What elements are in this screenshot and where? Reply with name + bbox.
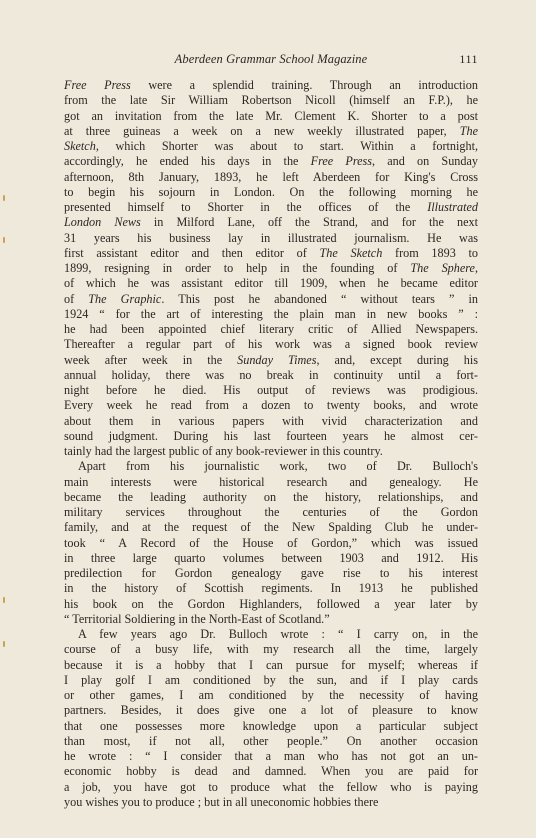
text-line [64,719,478,734]
italic-text: The Sphere [410,261,475,275]
text-run: economic hobby is dead and damned. When you are paid for [64,764,478,779]
text-run: you wishes you to produce ; but in all uneconomic hobbies there [64,794,379,809]
text-run: week after week in the [64,352,238,367]
text-line [64,93,478,108]
text-run: presented himself to Shorter in the offices of the [64,200,428,214]
italic-text: The [459,123,478,138]
text-run: because it is a hobby that I can pursue for myself; whereas if [64,657,478,672]
text-line [64,109,478,124]
text-line [64,734,478,749]
text-run: took “ A Record of the House of Gordon,” which was issued [64,535,478,550]
text-line [64,215,478,230]
italic-text: Free Press [310,154,373,169]
text-line [64,703,478,718]
text-line [64,658,478,673]
text-run: were a splendid training. Through an introduction [130,78,478,92]
text-run: that one possesses more knowledge upon a particular subject [64,718,478,733]
italic-text: London News [64,215,141,230]
text-run: , and, except during his [316,352,478,367]
text-run: partners. Besides, it does give one a lot of pleasure to know [64,703,478,718]
margin-mark [3,195,5,201]
text-run: than most, if not all, other people.” On another occasion [64,733,478,748]
text-run: 31 years his business lay in illustrated journalism. He was [64,230,478,245]
text-line [64,200,478,215]
text-line [64,612,478,627]
text-line [64,398,478,413]
text-line [64,429,478,444]
text-run: or other games, I am conditioned by the necessity of having [64,688,478,702]
text-run: sound judgment. During his last fourteen years he almost cer- [64,428,478,443]
text-run: in Milford Lane, off the Strand, and for the next [140,215,478,230]
text-line [64,383,478,398]
text-run: “ Territorial Soldiering in the North-East of Scotland.” [64,611,330,626]
text-line [64,780,478,795]
italic-text: Sketch [64,139,96,153]
text-line [64,231,478,246]
text-line [64,353,478,368]
text-line [64,368,478,383]
italic-text: Free Press [64,78,131,92]
text-run: from 1893 to [382,245,478,260]
text-line [64,276,478,291]
text-run: Apart from his journalistic work, two of Dr. Bulloch's [78,459,478,474]
text-line [64,170,478,185]
text-line [64,581,478,596]
running-head [64,52,478,70]
text-run: got an invitation from the late Mr. Clement K. Shorter to a post [64,108,478,123]
text-line [64,642,478,657]
text-run: tainly had the largest public of any book-reviewer in this country. [64,444,383,458]
text-line [64,749,478,764]
text-line [64,551,478,566]
text-line [64,139,478,154]
text-line [64,536,478,551]
text-run: military services throughout the centuries of the Gordon [64,505,478,519]
text-run: in three large quarto volumes between 1903 and 1912. His [64,550,478,565]
paragraph [64,459,478,627]
text-line [64,459,478,474]
text-line [64,520,478,535]
text-line [64,475,478,490]
paragraph [64,78,478,459]
text-line [64,795,478,810]
text-run: of which he was assistant editor till 1909, when he became editor [64,276,478,291]
text-run: A few years ago Dr. Bulloch wrote : “ I carry on, in the [78,627,478,641]
margin-mark [3,641,5,647]
text-run: , which Shorter was about to start. Within a fortnight, [95,139,478,153]
text-line [64,627,478,642]
paragraph [64,627,478,810]
text-line [64,597,478,612]
text-run: in the history of Scottish regiments. In 1913 he published [64,581,478,596]
text-run: at three guineas a week on a new weekly illustrated paper, [64,123,460,138]
text-run: a job, you have got to produce what the fellow who is paying [64,779,478,794]
text-line [64,261,478,276]
text-run: became the leading authority on the history, relationships, and [64,489,478,504]
text-run: Thereafter a regular part of his work was a signed book review [64,337,478,352]
text-line [64,490,478,505]
text-line [64,124,478,139]
text-run: from the late Sir William Robertson Nicoll (himself an F.P.), he [64,93,478,108]
text-run: accordingly, he ended his days in the [64,154,311,169]
page-number: 111 [459,52,478,66]
margin-mark [3,597,5,603]
text-run: predilection for Gordon genealogy gave rise to his interest [64,566,478,580]
text-line [64,444,478,459]
text-run: , and on Sunday [372,154,478,169]
text-line [64,307,478,322]
text-run: . This post he abandoned “ without tears ” in [161,291,478,306]
text-line [64,185,478,200]
text-run: night before he died. His output of reviews was prodigious. [64,383,478,397]
text-run: his book on the Gordon Highlanders, followed a year later by [64,596,478,611]
text-run: he wrote : “ I consider that a man who has not got an un- [64,749,478,763]
text-run: he had been appointed chief literary critic of Allied Newspapers. [64,322,478,336]
text-line [64,688,478,703]
text-run: 1924 “ for the art of interesting the plain man in new books ” : [64,306,478,321]
text-run: to begin his sojourn in London. On the following morning he [64,184,478,199]
text-run: of [64,291,89,306]
text-line [64,246,478,261]
text-run: main interests were historical research and genealogy. He [64,474,478,489]
text-run: , [474,261,478,275]
italic-text: Sunday Times [237,352,317,367]
text-line [64,322,478,337]
text-line [64,764,478,779]
text-line [64,154,478,169]
text-line [64,78,478,93]
margin-mark [3,237,5,243]
text-run: annual holiday, there was no break in continuity until a fort- [64,367,478,382]
text-run: about them in various papers with vivid characterization and [64,413,478,428]
running-title: Aberdeen Grammar School Magazine [174,52,368,66]
text-line [64,566,478,581]
text-run: family, and at the request of the New Spalding Club he under- [64,520,478,535]
text-line [64,505,478,520]
text-run: afternoon, 8th January, 1893, he left Aberdeen for King's Cross [64,169,478,184]
text-run: Every week he read from a dozen to twenty books, and wrote [64,398,478,413]
body-text [64,78,478,810]
text-line [64,414,478,429]
text-run: course of a busy life, with my research all the time, largely [64,642,478,657]
text-line [64,337,478,352]
italic-text: The Sketch [319,245,383,260]
text-run: first assistant editor and then editor of [64,245,320,260]
italic-text: The Graphic [88,291,162,306]
italic-text: Illustrated [427,200,478,214]
text-run: 1899, resigning in order to help in the founding of [64,261,411,275]
text-line [64,673,478,688]
text-line [64,292,478,307]
text-run: I play golf I am conditioned by the sun, and if I play cards [64,672,478,687]
